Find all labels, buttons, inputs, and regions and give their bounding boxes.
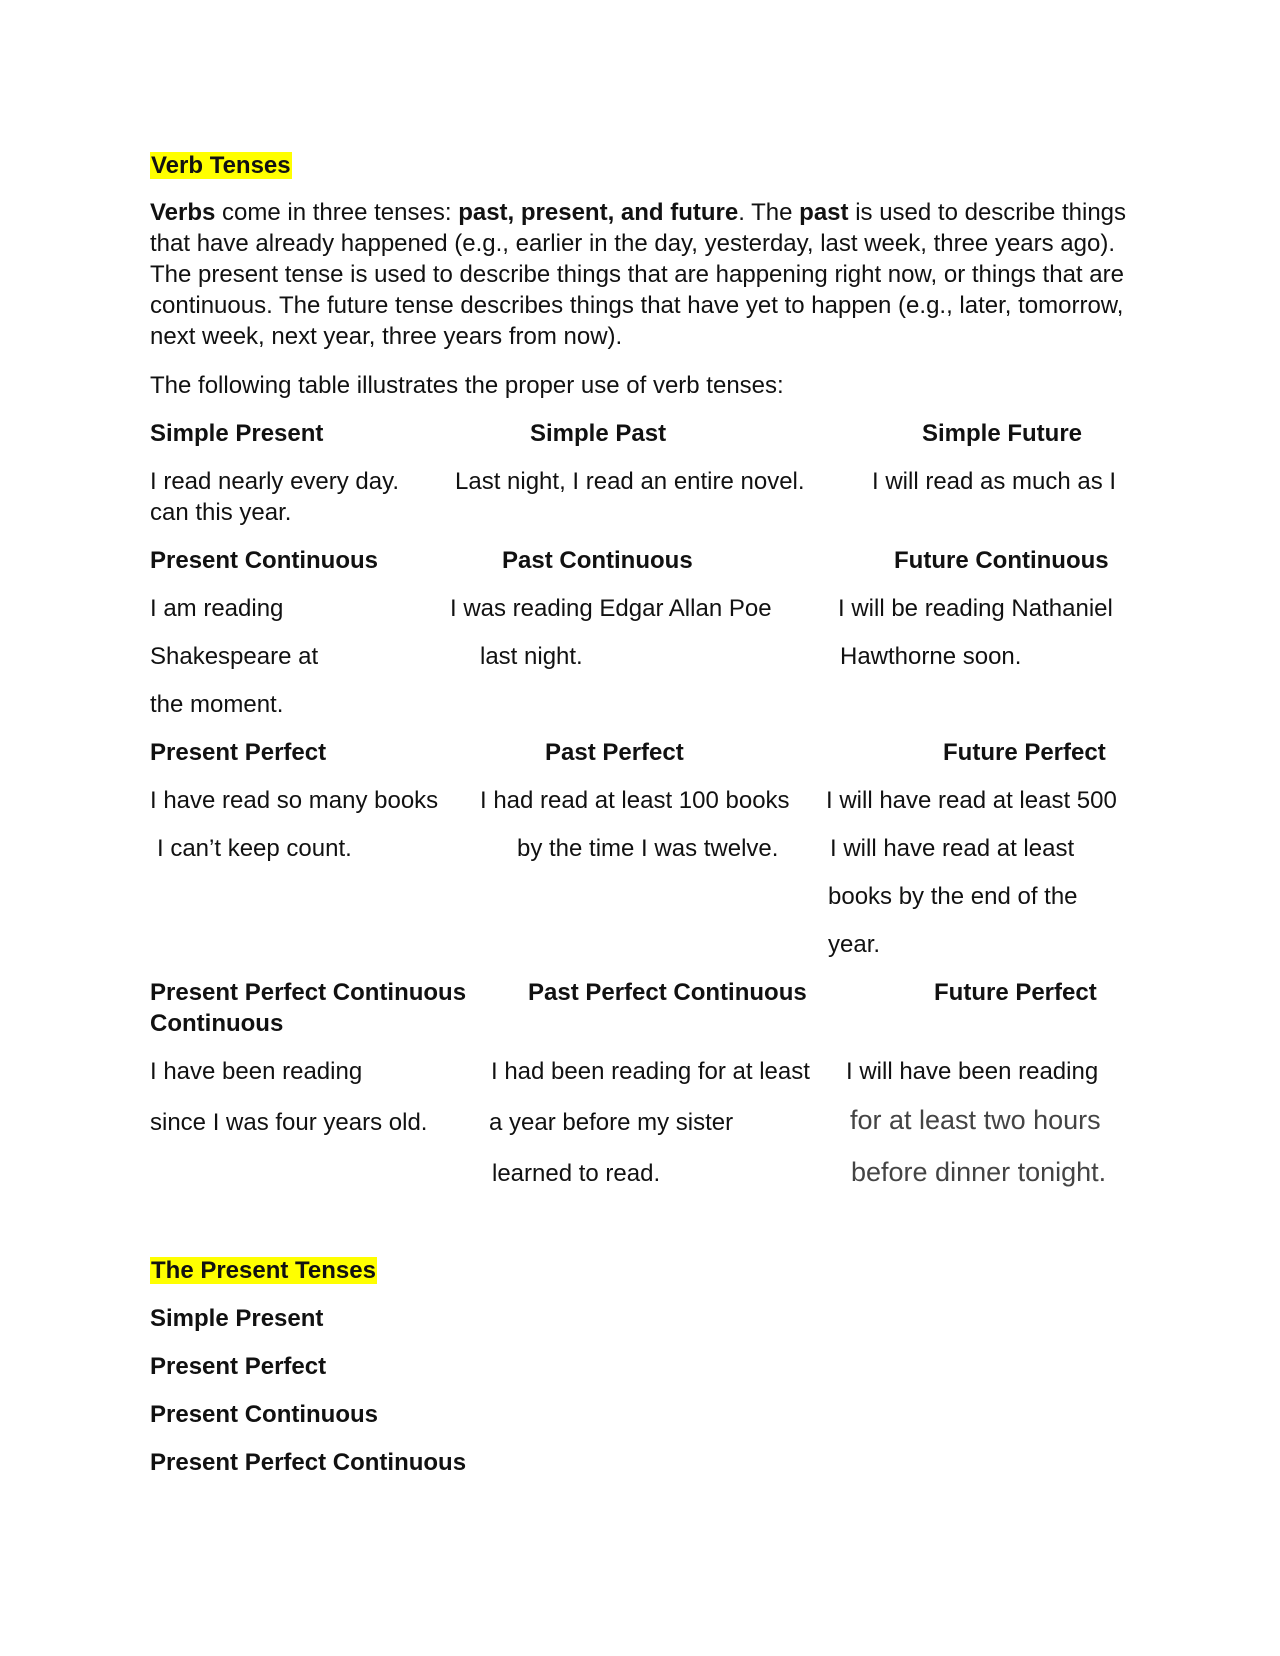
header-simple-future: Simple Future — [922, 420, 1083, 447]
header-past-perfect-continuous: Past Perfect Continuous — [528, 979, 807, 1006]
cell-past-perfect-1: I had read at least 100 books — [480, 787, 790, 814]
cell-future-perfect-continuous-3: before dinner tonight. — [851, 1157, 1107, 1187]
cell-future-perfect-4: year. — [828, 931, 881, 958]
list-item: Present Perfect Continuous — [150, 1449, 467, 1476]
cell-future-continuous-1: I will be reading Nathaniel — [838, 595, 1113, 622]
cell-future-perfect-2: I will have read at least — [830, 835, 1075, 862]
page-title — [150, 150, 292, 181]
header-present-perfect-continuous: Present Perfect Continuous — [150, 979, 467, 1006]
intro-bold-past: past — [799, 199, 849, 226]
list-item: Present Continuous — [150, 1401, 379, 1428]
intro-text-1: come in three tenses: — [215, 199, 459, 226]
list-item: Present Perfect — [150, 1353, 327, 1380]
header-future-perfect-continuous: Future Perfect — [934, 979, 1097, 1006]
cell-future-continuous-2: Hawthorne soon. — [840, 643, 1022, 670]
cell-future-perfect-continuous-2: for at least two hours — [850, 1105, 1101, 1135]
cell-simple-past: Last night, I read an entire novel. — [455, 468, 805, 495]
cell-future-perfect-continuous-1: I will have been reading — [846, 1058, 1099, 1085]
intro-text-2: . The — [738, 199, 800, 226]
cell-past-perfect-continuous-1: I had been reading for at least — [491, 1058, 810, 1085]
cell-past-perfect-continuous-2: a year before my sister — [489, 1109, 734, 1136]
cell-present-perfect-continuous-1: I have been reading — [150, 1058, 363, 1085]
cell-present-continuous-1: I am reading — [150, 595, 284, 622]
cell-past-perfect-continuous-3: learned to read. — [492, 1160, 661, 1187]
header-simple-past: Simple Past — [530, 420, 667, 447]
cell-past-perfect-2: by the time I was twelve. — [517, 835, 779, 862]
header-present-continuous: Present Continuous — [150, 547, 379, 574]
header-present-perfect-continuous-wrap: Continuous — [150, 1010, 284, 1037]
table-intro: The following table illustrates the proper use of verb tenses: — [150, 372, 784, 399]
header-past-perfect: Past Perfect — [545, 739, 684, 766]
intro-bold-verbs: Verbs — [150, 199, 216, 226]
header-present-perfect: Present Perfect — [150, 739, 327, 766]
intro-text-3: is used to describe things that have already happened (e.g., earlier in the day, yesterday, last week, three years ago). The present tense is used to describe things that are happening right now, or things that are continuous. The future tense describes things that have yet to happen (e.g., later, tomorrow, next week, next year, three years from now). — [150, 199, 1127, 350]
cell-simple-future: I will read as much as I — [872, 468, 1117, 495]
intro-bold-tenses: past, present, and future — [458, 199, 739, 226]
cell-present-perfect-continuous-2: since I was four years old. — [150, 1109, 428, 1136]
header-future-perfect: Future Perfect — [943, 739, 1106, 766]
cell-present-perfect-2: I can’t keep count. — [157, 835, 352, 862]
cell-past-continuous-2: last night. — [480, 643, 583, 670]
cell-present-continuous-2: Shakespeare at — [150, 643, 319, 670]
cell-present-continuous-3: the moment. — [150, 691, 284, 718]
header-simple-present: Simple Present — [150, 420, 324, 447]
intro-paragraph — [150, 197, 1140, 352]
cell-simple-future-wrap: can this year. — [150, 499, 292, 526]
present-section-title-text: The Present Tenses — [151, 1257, 376, 1284]
header-past-continuous: Past Continuous — [502, 547, 693, 574]
present-section-title — [150, 1255, 377, 1286]
cell-past-continuous-1: I was reading Edgar Allan Poe — [450, 595, 772, 622]
title-text: Verb Tenses — [151, 152, 291, 179]
header-future-continuous: Future Continuous — [894, 547, 1109, 574]
list-item: Simple Present — [150, 1305, 324, 1332]
cell-simple-present: I read nearly every day. — [150, 468, 400, 495]
cell-future-perfect-3: books by the end of the — [828, 883, 1078, 910]
cell-present-perfect-1: I have read so many books — [150, 787, 439, 814]
cell-future-perfect-1: I will have read at least 500 — [826, 787, 1117, 814]
